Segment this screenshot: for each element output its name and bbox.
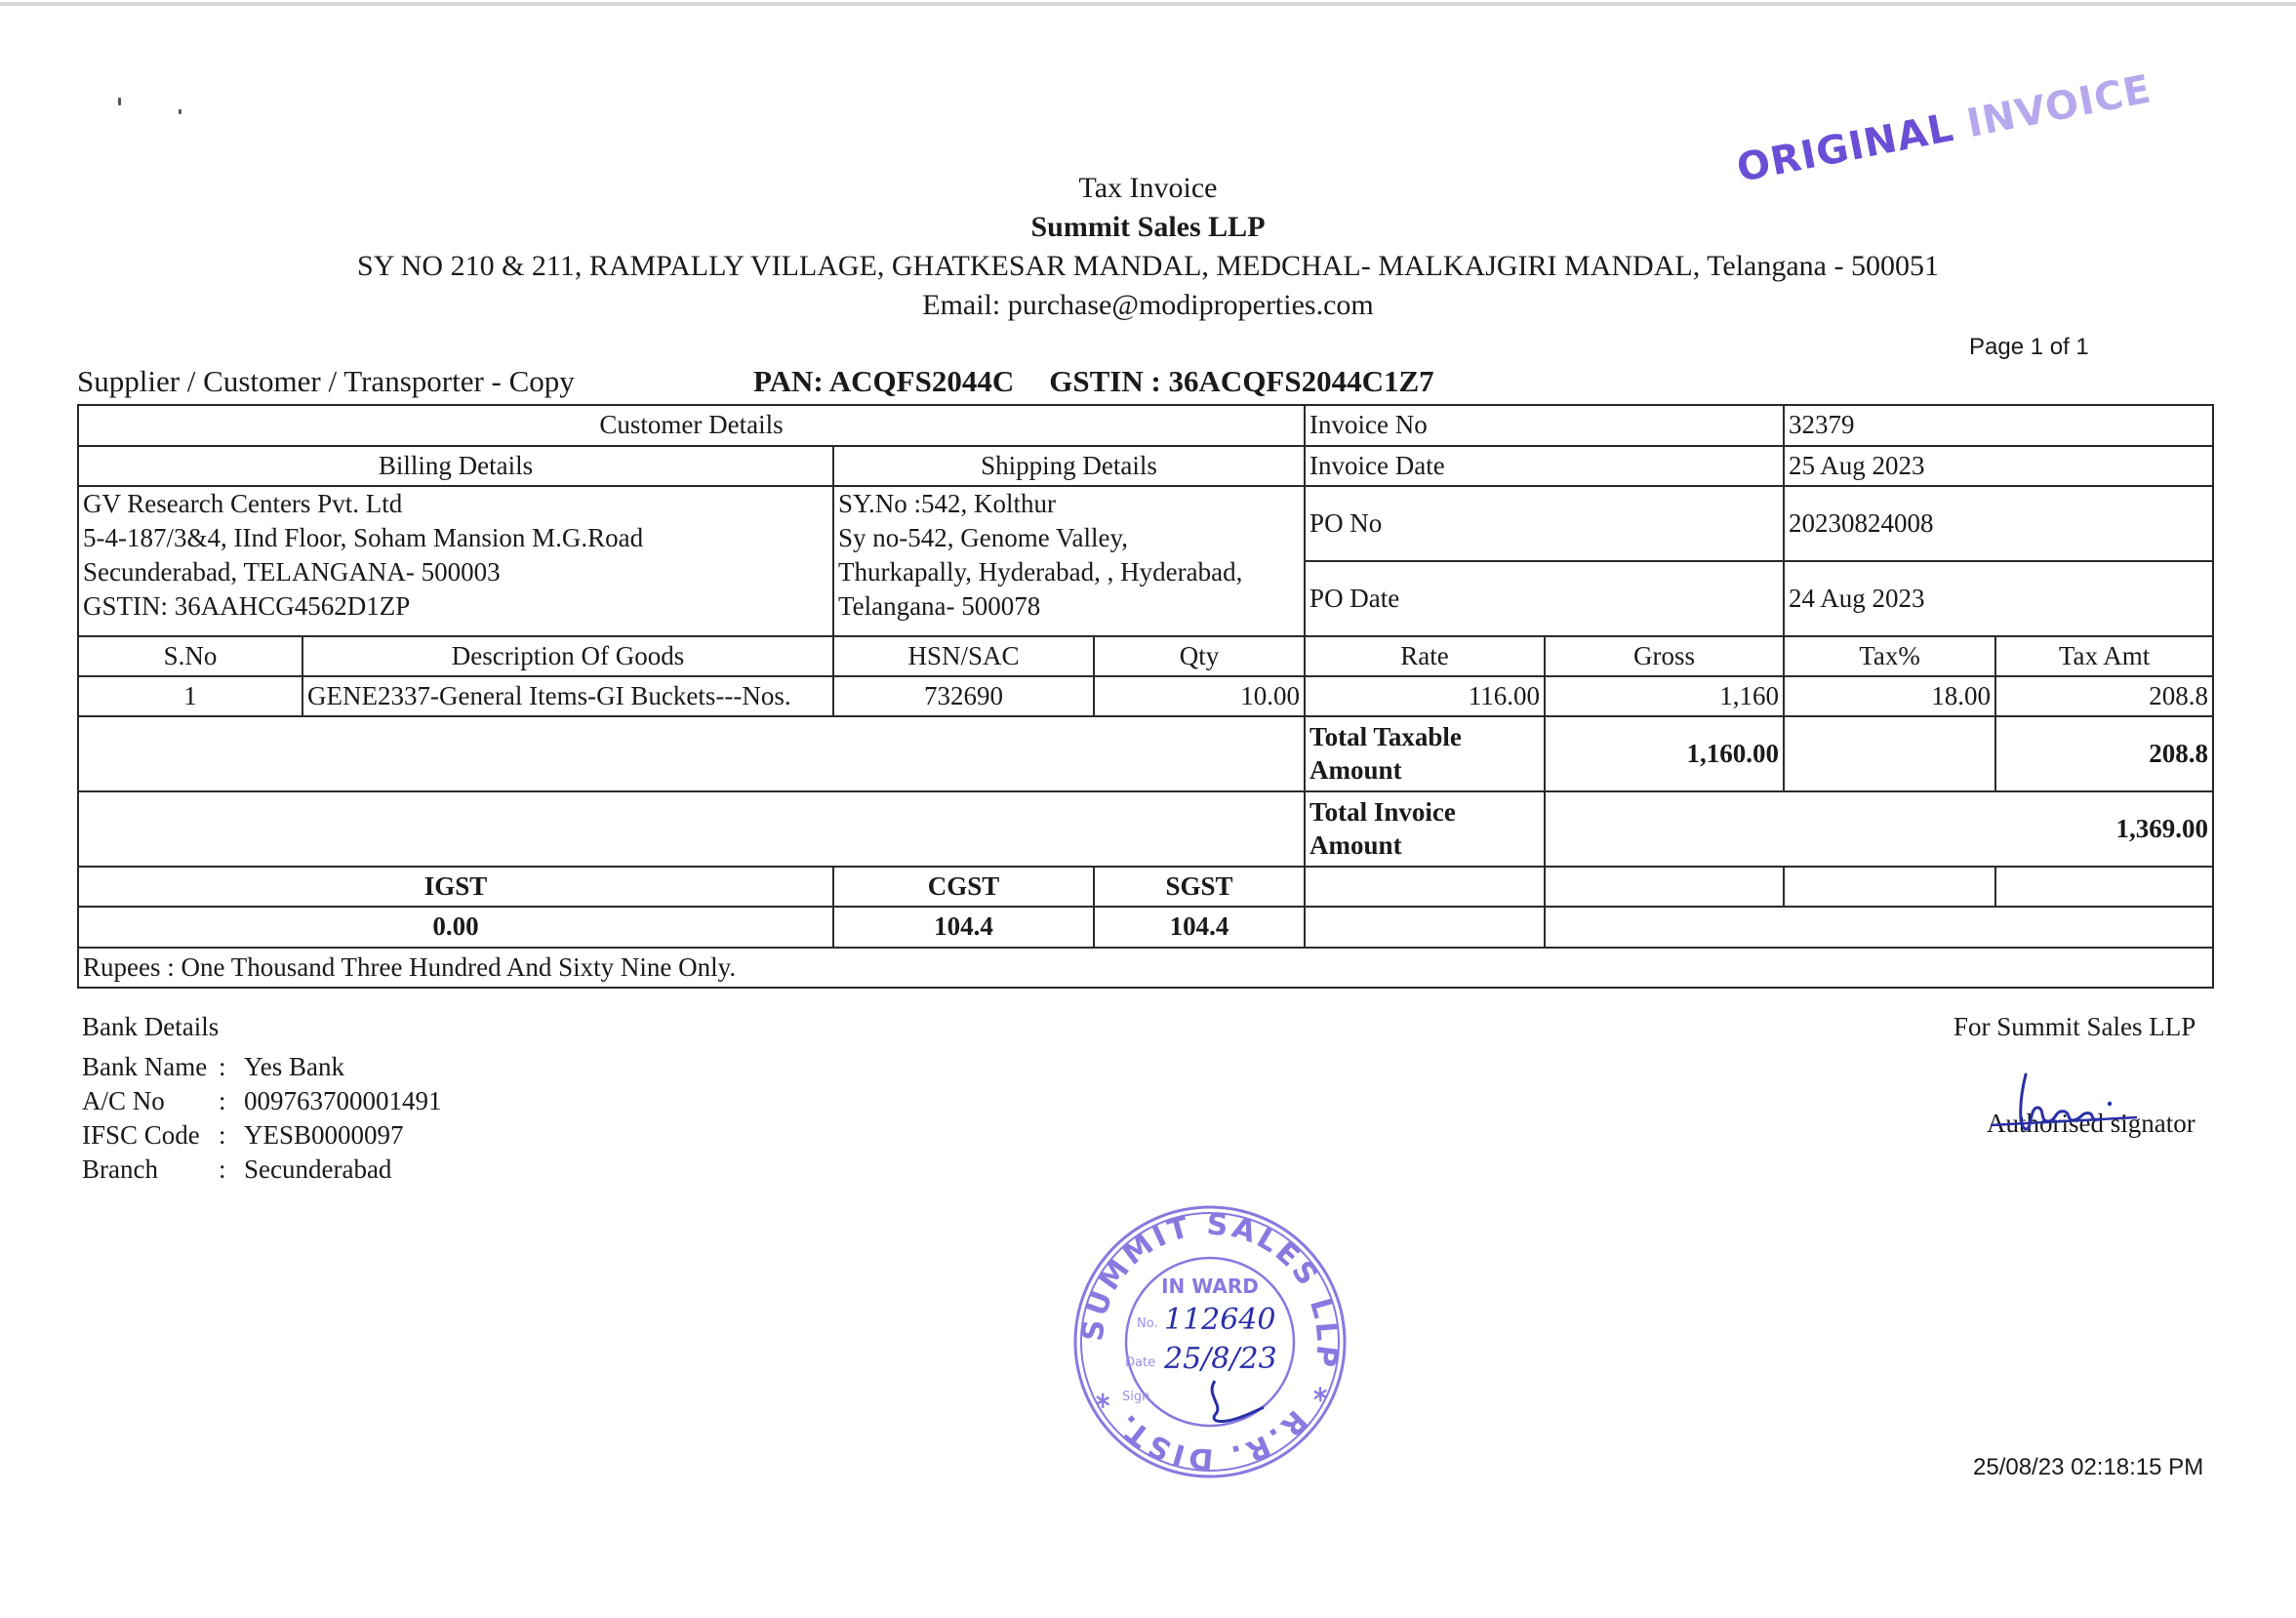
shipping-line: Sy no-542, Genome Valley, (838, 523, 1128, 552)
blank-cell (1545, 867, 1784, 907)
blank-cell (1305, 867, 1545, 907)
bank-row-label: Bank Name (82, 1052, 208, 1081)
bank-row-label: IFSC Code (82, 1120, 200, 1150)
invoice-no-label: Invoice No (1305, 405, 1784, 446)
col-header-sno: S.No (78, 636, 302, 676)
shipping-line: Thurkapally, Hyderabad, , Hyderabad, (838, 557, 1243, 587)
blank-cell (1545, 907, 2213, 948)
shipping-details-heading: Shipping Details (833, 446, 1305, 486)
seal-date-label: Date (1125, 1355, 1156, 1370)
document-title: Tax Invoice (1078, 172, 1218, 204)
col-header-gross: Gross (1545, 636, 1784, 676)
item-hsn: 732690 (833, 676, 1094, 716)
col-header-rate: Rate (1305, 636, 1545, 676)
total-taxable-label: Total Taxable Amount (1305, 716, 1545, 791)
shipping-line: SY.No :542, Kolthur (838, 489, 1057, 518)
stamp-text-faded: INVOICE (1963, 66, 2155, 147)
bank-row-value: Secunderabad (244, 1154, 392, 1184)
item-qty: 10.00 (1094, 676, 1305, 716)
bank-row-sep: : (219, 1154, 226, 1184)
shipping-address (833, 486, 1305, 636)
col-header-description: Description Of Goods (302, 636, 833, 676)
item-gross: 1,160 (1545, 676, 1784, 716)
supplier-gstin: GSTIN : 36ACQFS2044C1Z7 (1049, 364, 1434, 398)
blank-cell (1784, 716, 1995, 791)
item-description: GENE2337-General Items-GI Buckets---Nos. (302, 676, 833, 716)
amount-in-words: Rupees : One Thousand Three Hundred And Sixty Nine Only. (78, 948, 2213, 988)
item-tax-pct: 18.00 (1784, 676, 1995, 716)
total-invoice-amount: 1,369.00 (1545, 791, 2213, 867)
bank-row-label: Branch (82, 1154, 158, 1184)
company-seal-icon (1068, 1200, 1351, 1483)
billing-address (78, 486, 833, 636)
bank-row-sep: : (219, 1120, 226, 1150)
company-email: Email: purchase@modiproperties.com (922, 289, 1374, 321)
scan-speck (179, 109, 181, 114)
table-row (78, 676, 2213, 716)
print-timestamp: 25/08/23 02:18:15 PM (1973, 1454, 2204, 1480)
igst-label: IGST (78, 867, 833, 907)
seal-ring-text: SUMMIT SALES LLP * R.R. DIST. * (1075, 1207, 1345, 1476)
billing-line: GV Research Centers Pvt. Ltd (83, 489, 403, 518)
copy-label: Supplier / Customer / Transporter - Copy (77, 364, 575, 398)
sgst-value: 104.4 (1094, 907, 1305, 948)
bank-row-value: Yes Bank (244, 1052, 345, 1081)
billing-line: GSTIN: 36AAHCG4562D1ZP (83, 591, 411, 621)
signature-scribble-icon (1981, 1069, 2176, 1147)
supplier-tax-ids (753, 364, 1434, 399)
igst-value: 0.00 (78, 907, 833, 948)
page-number: Page 1 of 1 (1969, 334, 2089, 360)
cgst-value: 104.4 (833, 907, 1094, 948)
po-no-label: PO No (1305, 486, 1784, 561)
seal-initials-icon (1212, 1381, 1264, 1422)
bank-row-sep: : (219, 1052, 226, 1081)
bank-row-label: A/C No (82, 1086, 165, 1115)
bank-row-sep: : (219, 1086, 226, 1115)
seal-no-label: No. (1137, 1316, 1158, 1331)
sgst-label: SGST (1094, 867, 1305, 907)
po-no-value: 20230824008 (1784, 486, 2213, 561)
col-header-qty: Qty (1094, 636, 1305, 676)
seal-inward-label: IN WARD (1161, 1274, 1259, 1298)
invoice-date-value: 25 Aug 2023 (1784, 446, 2213, 486)
invoice-table (77, 404, 2214, 989)
bank-row-value: YESB0000097 (244, 1120, 404, 1150)
blank-cell (1305, 907, 1545, 948)
bank-row (82, 1120, 404, 1151)
po-date-label: PO Date (1305, 561, 1784, 636)
seal-date-value: 25/8/23 (1164, 1342, 1277, 1376)
billing-details-heading: Billing Details (78, 446, 833, 486)
bank-details-heading: Bank Details (82, 1012, 220, 1041)
customer-details-heading: Customer Details (78, 405, 1305, 446)
for-company-label: For Summit Sales LLP (1954, 1012, 2196, 1041)
total-taxable-amount: 1,160.00 (1545, 716, 1784, 791)
items-header-row (78, 636, 2213, 676)
authorised-signatory-label: Authorised signator (1987, 1109, 2195, 1138)
scan-speck (118, 98, 121, 105)
item-rate: 116.00 (1305, 676, 1545, 716)
bank-row-value: 009763700001491 (244, 1086, 442, 1115)
billing-line: 5-4-187/3&4, IInd Floor, Soham Mansion M.G.Road (83, 523, 644, 552)
blank-cell (78, 791, 1305, 867)
bank-row (82, 1086, 442, 1116)
blank-cell (1995, 867, 2213, 907)
col-header-tax-amt: Tax Amt (1995, 636, 2213, 676)
item-tax-amt: 208.8 (1995, 676, 2213, 716)
seal-no-value: 112640 (1164, 1303, 1276, 1337)
company-name: Summit Sales LLP (1030, 211, 1266, 243)
blank-cell (78, 716, 1305, 791)
col-header-tax-pct: Tax% (1784, 636, 1995, 676)
invoice-date-label: Invoice Date (1305, 446, 1784, 486)
bank-row (82, 1052, 344, 1082)
company-address: SY NO 210 & 211, RAMPALLY VILLAGE, GHATKESAR MANDAL, MEDCHAL- MALKAJGIRI MANDAL, Telangana - 500051 (357, 250, 1939, 282)
item-sno: 1 (78, 676, 302, 716)
billing-line: Secunderabad, TELANGANA- 500003 (83, 557, 501, 587)
bank-row (82, 1154, 391, 1185)
total-invoice-label: Total Invoice Amount (1305, 791, 1545, 867)
total-tax-amount: 208.8 (1995, 716, 2213, 791)
po-date-value: 24 Aug 2023 (1784, 561, 2213, 636)
invoice-no-value: 32379 (1784, 405, 2213, 446)
scan-edge-line (0, 2, 2296, 6)
seal-sign-label: Sign (1122, 1390, 1150, 1404)
cgst-label: CGST (833, 867, 1094, 907)
blank-cell (1784, 867, 1995, 907)
stamp-text-strong: ORIGINAL (1733, 102, 1972, 191)
col-header-hsn: HSN/SAC (833, 636, 1094, 676)
shipping-line: Telangana- 500078 (838, 591, 1041, 621)
supplier-pan: PAN: ACQFS2044C (753, 364, 1015, 398)
